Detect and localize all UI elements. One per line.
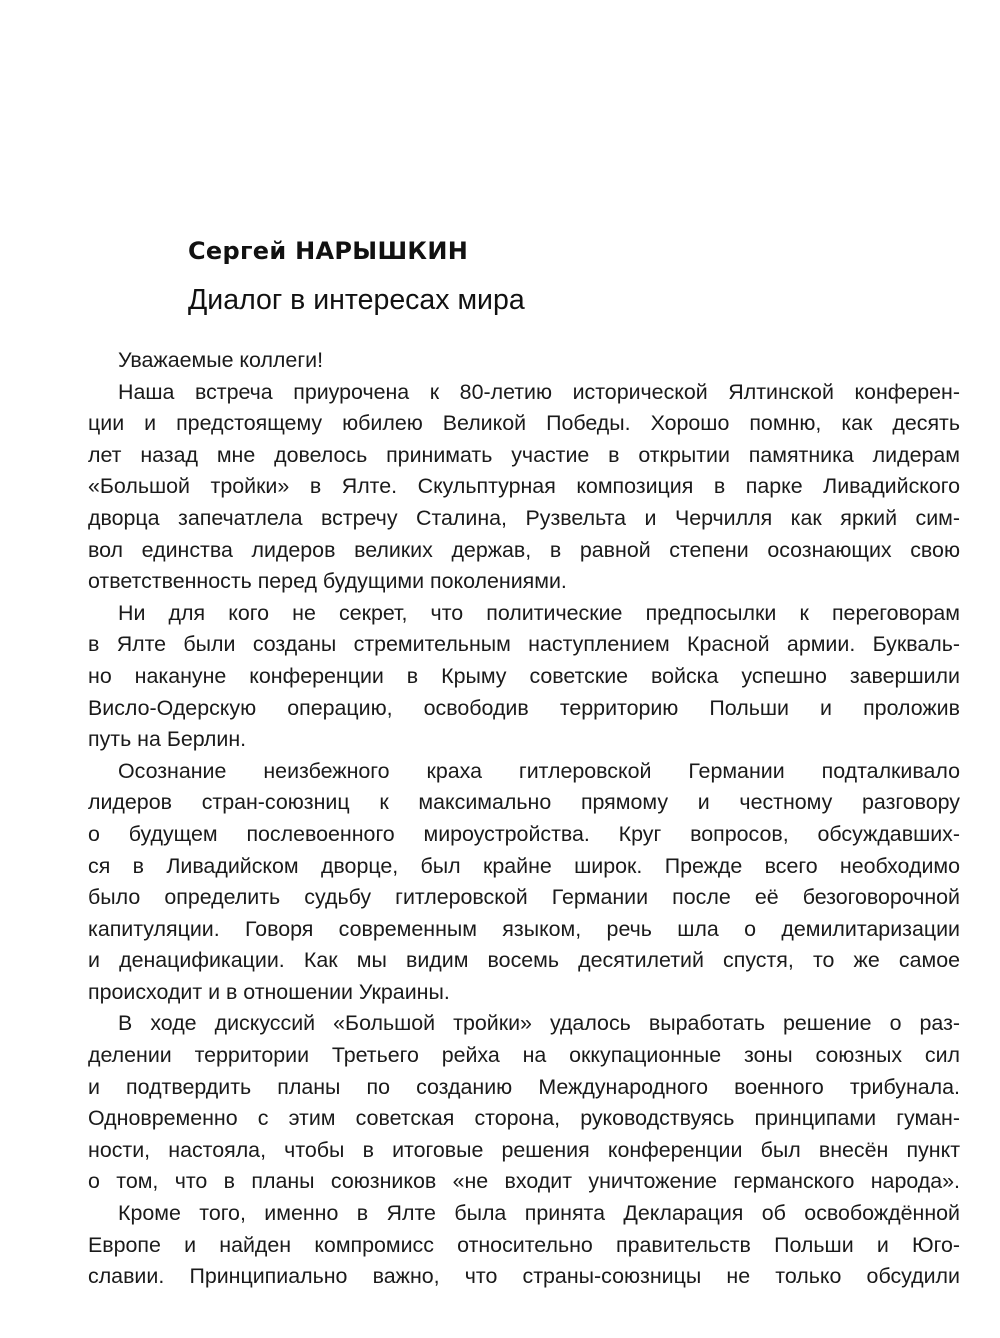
body-line: происходит и в отношении Украины. xyxy=(88,979,450,1004)
body-line: и подтвердить планы по созданию Международного военного трибунала. xyxy=(88,1074,960,1099)
body-line: В ходе дискуссий «Большой тройки» удалось выработать решение о раз- xyxy=(118,1011,960,1036)
body-line: Европе и найден компромисс относительно правительств Польши и Юго- xyxy=(88,1232,960,1257)
body-line: в Ялте были созданы стремительным наступлением Красной армии. Букваль- xyxy=(88,632,960,657)
body-line: капитуляции. Говоря современным языком, речь шла о демилитаризации xyxy=(88,916,960,941)
body-line: Наша встреча приурочена к 80-летию исторической Ялтинской конферен- xyxy=(118,379,960,404)
body-line: путь на Берлин. xyxy=(88,727,247,752)
body-line: ции и предстоящему юбилею Великой Победы. Хорошо помню, как десять xyxy=(88,411,960,436)
body-line: дворца запечатлела встречу Сталина, Рузвельта и Черчилля как яркий сим- xyxy=(88,505,960,530)
body-line: ответственность перед будущими поколениями. xyxy=(88,569,567,594)
body-line: славии. Принципиально важно, что страны-союзницы не только обсудили xyxy=(88,1264,960,1289)
body-line: делении территории Третьего рейха на оккупационные зоны союзных сил xyxy=(88,1043,960,1068)
body-line: и денацификации. Как мы видим восемь десятилетий спустя, то же самое xyxy=(88,948,960,973)
body-line: Кроме того, именно в Ялте была принята Декларация об освобождённой xyxy=(118,1201,960,1226)
body-line: о будущем послевоенного мироустройства. Круг вопросов, обсуждавших- xyxy=(88,821,960,846)
author-name: Сергей НАРЫШКИН xyxy=(188,237,469,265)
body-line: Висло-Одерскую операцию, освободив территорию Польши и проложив xyxy=(88,695,960,720)
body-line: Уважаемые коллеги! xyxy=(118,348,324,372)
body-line: Осознание неизбежного краха гитлеровской Германии подталкивало xyxy=(118,758,960,783)
body-line: «Большой тройки» в Ялте. Скульптурная композиция в парке Ливадийского xyxy=(88,474,960,499)
body-line: ности, настояла, чтобы в итоговые решения конференции был внесён пункт xyxy=(88,1137,960,1162)
body-line: лидеров стран-союзниц к максимально прямому и честному разговору xyxy=(88,790,960,815)
article-title: Диалог в интересах мира xyxy=(188,284,525,316)
article-body xyxy=(88,345,960,1293)
body-line: лет назад мне довелось принимать участие в открытии памятника лидерам xyxy=(88,442,960,467)
body-line: Одновременно с этим советская сторона, руководствуясь принципами гуман- xyxy=(88,1106,960,1131)
body-line: Ни для кого не секрет, что политические предпосылки к переговорам xyxy=(118,600,960,625)
body-line: было определить судьбу гитлеровской Германии после её безоговорочной xyxy=(88,885,960,910)
body-line: ся в Ливадийском дворце, был крайне широк. Прежде всего необходимо xyxy=(88,853,960,878)
body-line: но накануне конференции в Крыму советские войска успешно завершили xyxy=(88,663,960,688)
body-line: о том, что в планы союзников «не входит уничтожение германского народа». xyxy=(88,1169,960,1194)
body-line: вол единства лидеров великих держав, в равной степени осознающих свою xyxy=(88,537,960,562)
